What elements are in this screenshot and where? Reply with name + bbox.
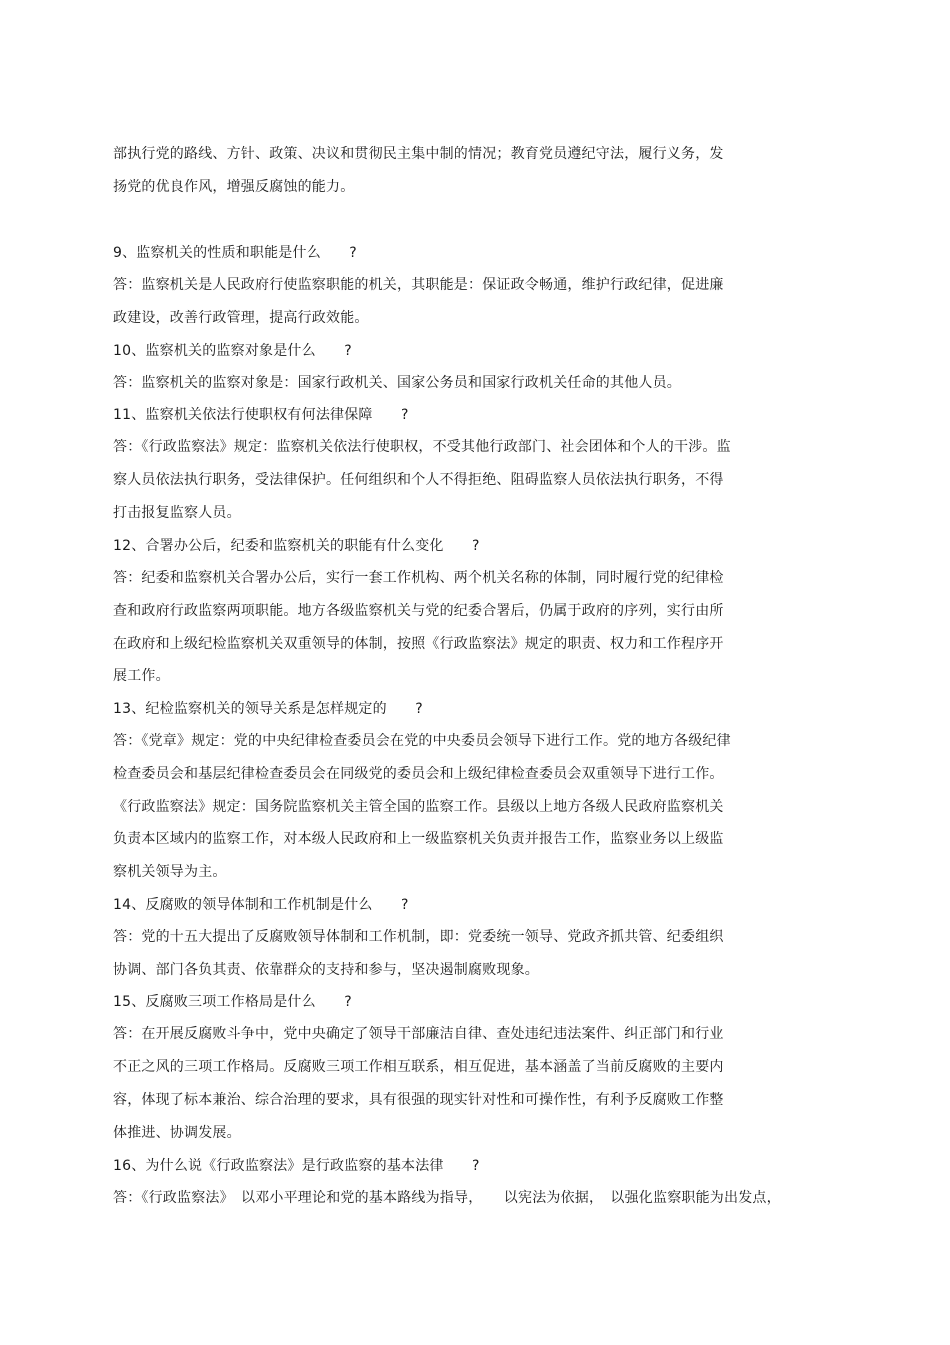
answer-line: 察机关领导为主。: [113, 864, 227, 880]
answer-line: 察人员依法执行职务，受法律保护。任何组织和个人不得拒绝、阻碍监察人员依法执行职务，不得: [113, 472, 724, 488]
question-heading: 12、合署办公后，纪委和监察机关的职能有什么变化 ?: [113, 538, 480, 554]
answer-line: 答：党的十五大提出了反腐败领导体制和工作机制，即：党委统一领导、党政齐抓共管、纪委组织: [113, 929, 724, 945]
question-heading: 11、监察机关依法行使职权有何法律保障 ?: [113, 407, 409, 423]
question-heading: 9、监察机关的性质和职能是什么 ?: [113, 245, 357, 261]
answer-line: 展工作。: [113, 668, 170, 684]
answer-line: 答：监察机关是人民政府行使监察职能的机关，其职能是：保证政令畅通，维护行政纪律，促进廉: [113, 277, 724, 293]
question-heading: 14、反腐败的领导体制和工作机制是什么 ?: [113, 897, 409, 913]
question-heading: 16、为什么说《行政监察法》是行政监察的基本法律 ?: [113, 1158, 480, 1174]
answer-line: 不正之风的三项工作格局。反腐败三项工作相互联系，相互促进，基本涵盖了当前反腐败的主要内: [113, 1059, 724, 1075]
text-line: 部执行党的路线、方针、政策、决议和贯彻民主集中制的情况；教育党员遵纪守法，履行义务，发: [113, 146, 724, 162]
answer-line: 体推进、协调发展。: [113, 1125, 241, 1141]
text-line: 扬党的优良作风，增强反腐蚀的能力。: [113, 179, 355, 195]
question-heading: 10、监察机关的监察对象是什么 ?: [113, 343, 352, 359]
answer-line: 答：纪委和监察机关合署办公后，实行一套工作机构、两个机关名称的体制，同时履行党的纪律检: [113, 570, 724, 586]
answer-line: 查和政府行政监察两项职能。地方各级监察机关与党的纪委合署后，仍属于政府的序列，实行由所: [113, 603, 724, 619]
answer-line: 协调、部门各负其责、依靠群众的支持和参与，坚决遏制腐败现象。: [113, 962, 539, 978]
answer-line: 答：《行政监察法》规定：监察机关依法行使职权，不受其他行政部门、社会团体和个人的干涉。监: [113, 439, 731, 455]
answer-line: 容，体现了标本兼治、综合治理的要求，具有很强的现实针对性和可操作性，有利予反腐败工作整: [113, 1092, 724, 1108]
answer-line: 负责本区域内的监察工作，对本级人民政府和上一级监察机关负责并报告工作，监察业务以上级监: [113, 831, 724, 847]
answer-line: 答：《行政监察法》 以邓小平理论和党的基本路线为指导， 以宪法为依据， 以强化监察职能为出发点，: [113, 1190, 781, 1206]
answer-line: 《行政监察法》规定：国务院监察机关主管全国的监察工作。县级以上地方各级人民政府监察机关: [113, 799, 724, 815]
answer-line: 政建设，改善行政管理，提高行政效能。: [113, 310, 369, 326]
answer-line: 在政府和上级纪检监察机关双重领导的体制，按照《行政监察法》规定的职责、权力和工作程序开: [113, 636, 724, 652]
question-heading: 15、反腐败三项工作格局是什么 ?: [113, 994, 352, 1010]
answer-line: 答：《党章》规定：党的中央纪律检查委员会在党的中央委员会领导下进行工作。党的地方各级纪律: [113, 733, 731, 749]
answer-line: 答：监察机关的监察对象是：国家行政机关、国家公务员和国家行政机关任命的其他人员。: [113, 375, 681, 391]
answer-line: 检查委员会和基层纪律检查委员会在同级党的委员会和上级纪律检查委员会双重领导下进行工作。: [113, 766, 724, 782]
question-heading: 13、纪检监察机关的领导关系是怎样规定的 ?: [113, 701, 423, 717]
answer-line: 答：在开展反腐败斗争中，党中央确定了领导干部廉洁自律、查处违纪违法案件、纠正部门和行业: [113, 1026, 724, 1042]
answer-line: 打击报复监察人员。: [113, 505, 241, 521]
